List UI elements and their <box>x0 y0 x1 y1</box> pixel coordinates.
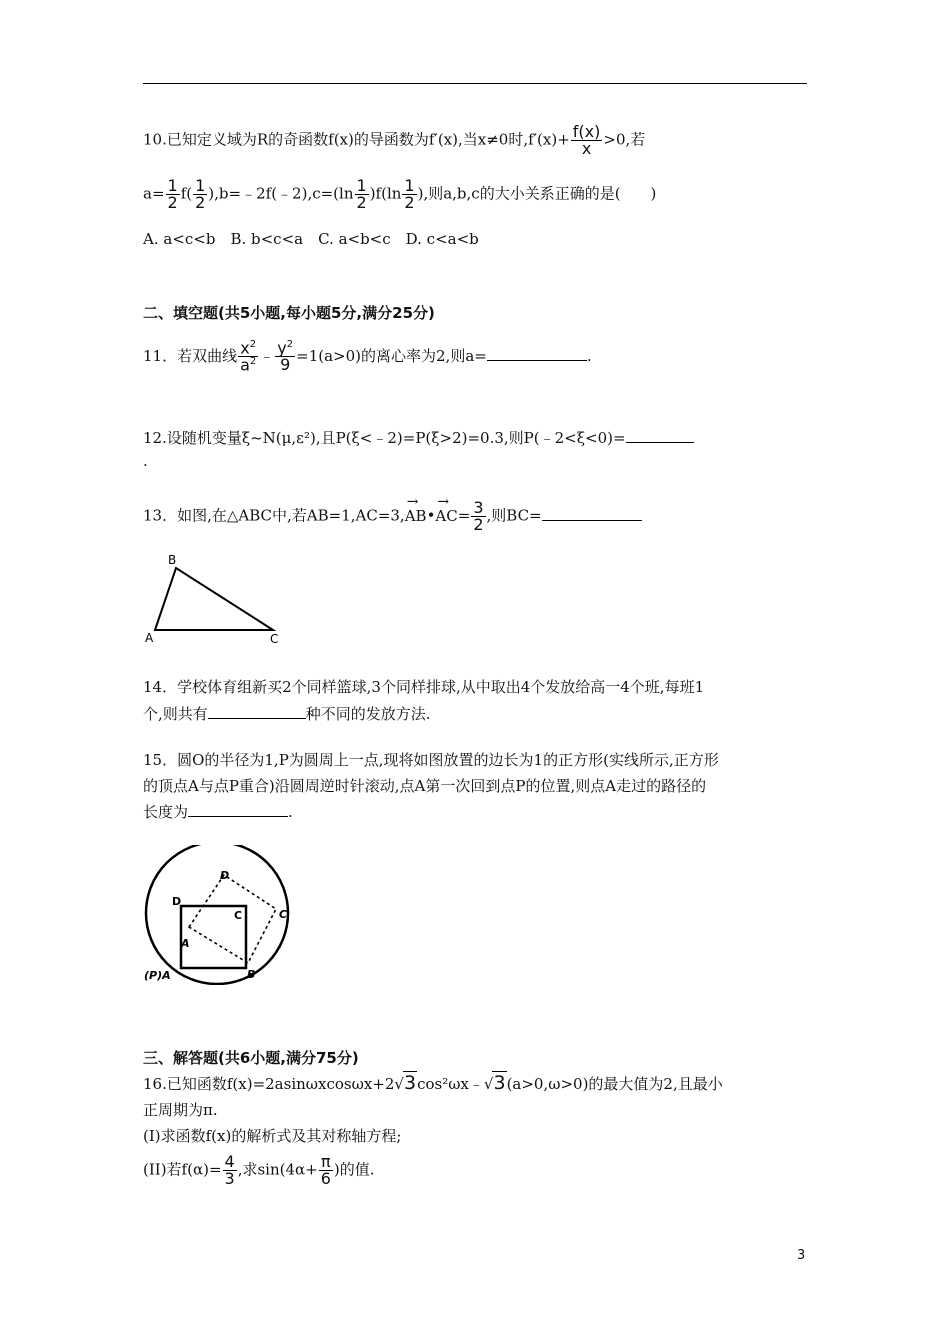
q16-p2-text-b: ,求sin(4α+ <box>237 1160 318 1179</box>
triangle-abc <box>155 568 273 630</box>
denominator: 2 <box>473 515 484 534</box>
circle-square-figure <box>140 845 300 985</box>
q16-text-a: 16.已知函数f(x)=2asinωxcosωx+2 <box>143 1075 395 1093</box>
denominator: 2 <box>356 193 367 212</box>
label-pa: (P)A <box>144 969 171 982</box>
triangle-figure <box>140 550 290 645</box>
fraction-3-over-2 <box>471 500 485 533</box>
denominator: 6 <box>320 1169 331 1188</box>
q15-text-a: 长度为 <box>143 803 189 821</box>
label-d1: D <box>172 895 182 908</box>
vector-ab: → AB <box>405 507 427 525</box>
fraction-fx-over-x <box>571 124 603 157</box>
question-14-line-1: 14．学校体育组新买2个同样篮球,3个同样排球,从中取出4个发放给高一4个班,每班1 <box>143 678 705 696</box>
minus: ﹣ <box>259 346 275 365</box>
label-a2: A <box>181 937 190 950</box>
sqrt-radicand: 3 <box>493 1072 506 1094</box>
q13-text-b: ,则BC= <box>486 506 542 525</box>
q10-f-ln: )f(ln <box>369 184 402 203</box>
answer-blank[interactable] <box>188 801 288 817</box>
vertex-b-label: B <box>168 553 177 567</box>
q10-question-end: ),则a,b,c的大小关系正确的是( ) <box>417 184 657 203</box>
question-10-options: A. a<c<b B. b<c<a C. a<b<c D. c<a<b <box>143 230 479 248</box>
q16-p2-text-a: (II)若f(α)= <box>143 1160 222 1179</box>
section-3-heading: 三、解答题(共6小题,满分75分) <box>143 1049 359 1067</box>
question-16-line-1 <box>143 1071 723 1094</box>
denominator: a <box>240 355 250 375</box>
question-16-part-1: (I)求函数f(x)的解析式及其对称轴方程; <box>143 1127 402 1145</box>
label-d2: D <box>220 869 230 882</box>
dashed-square <box>189 875 276 963</box>
q10-a-eq: a= <box>143 184 165 203</box>
exponent: 2 <box>249 339 257 350</box>
question-15-line-3 <box>143 801 293 822</box>
exponent: 2 <box>249 356 257 368</box>
numerator: 4 <box>224 1152 235 1171</box>
q10-f: f( <box>180 184 193 203</box>
label-c1: C <box>234 909 243 922</box>
sqrt-radicand: 3 <box>403 1072 417 1094</box>
fraction-half <box>355 178 369 211</box>
q16-text-c: (a>0,ω>0)的最大值为2,且最小 <box>506 1075 723 1093</box>
question-12 <box>143 427 694 448</box>
question-14-line-2 <box>143 703 431 724</box>
q12-period: . <box>143 452 148 470</box>
answer-blank[interactable] <box>626 427 694 443</box>
answer-blank[interactable] <box>487 345 587 361</box>
answer-blank[interactable] <box>542 505 642 521</box>
section-2-heading: 二、填空题(共5小题,每小题5分,满分25分) <box>143 304 435 322</box>
question-10-line-2 <box>143 178 656 211</box>
period: . <box>586 346 592 365</box>
numerator: y <box>277 338 287 358</box>
q10-b-c: ,b=﹣2f(﹣2),c=(ln <box>214 184 354 203</box>
numerator: 1 <box>356 176 367 195</box>
vector-ac: → AC <box>435 507 457 525</box>
numerator: 1 <box>167 176 178 195</box>
q16-text-b: cos²ωx﹣ <box>417 1075 484 1093</box>
q12-text: 12.设随机变量ξ~N(μ,ε²),且P(ξ<﹣2)=P(ξ>2)=0.3,则P(﹣2<ξ<0)= <box>143 429 626 447</box>
vertex-a-label: A <box>145 631 154 645</box>
header-rule <box>143 83 807 84</box>
sqrt-sign: √ <box>483 1075 494 1093</box>
dot-operator: • <box>426 506 436 525</box>
fraction-numerator: f(x) <box>572 122 601 141</box>
numerator: 3 <box>473 498 484 517</box>
q10-text-b: >0,若 <box>603 130 646 149</box>
fraction-pi-over-6 <box>319 1154 333 1187</box>
question-16-line-2: 正周期为π. <box>143 1101 218 1119</box>
question-11 <box>143 340 592 374</box>
question-15-line-1: 15．圆O的半径为1,P为圆周上一点,现将如图放置的边长为1的正方形(实线所示,正方形 <box>143 751 719 769</box>
fraction-y2-over-9 <box>275 340 295 373</box>
denominator: 2 <box>167 193 178 212</box>
question-10-line-1 <box>143 124 645 157</box>
q11-text-a: 11．若双曲线 <box>143 346 238 365</box>
denominator: 9 <box>280 355 291 375</box>
numerator: 1 <box>195 176 206 195</box>
fraction-half <box>402 178 416 211</box>
page-number: 3 <box>797 1248 806 1263</box>
exponent: 2 <box>286 339 294 351</box>
denominator: 2 <box>195 193 206 212</box>
question-13 <box>143 500 642 533</box>
q16-p2-text-c: )的值. <box>333 1160 375 1179</box>
period: . <box>288 803 293 821</box>
sqrt-sign: √ <box>394 1075 404 1093</box>
fraction-4-over-3 <box>223 1154 237 1187</box>
denominator: 3 <box>224 1169 235 1188</box>
fraction-half <box>193 178 207 211</box>
q10-text-a: 10.已知定义域为R的奇函数f(x)的导函数为f′(x),当x≠0时,f′(x)+ <box>143 130 570 149</box>
q14-text-a: 个,则共有 <box>143 705 208 723</box>
denominator: 2 <box>404 193 415 212</box>
fraction-half <box>166 178 180 211</box>
circle-o <box>146 845 288 984</box>
q14-text-b: 种不同的发放方法. <box>305 705 431 723</box>
q10-close: ) <box>208 184 215 203</box>
equals: = <box>457 506 471 525</box>
q13-text-a: 13．如图,在△ABC中,若AB=1,AC=3, <box>143 506 405 525</box>
vertex-c-label: C <box>270 632 279 645</box>
numerator: π <box>319 1154 333 1171</box>
fraction-x2-over-a2 <box>238 340 258 374</box>
answer-blank[interactable] <box>208 703 306 719</box>
label-c2: C <box>279 908 288 921</box>
numerator: x <box>240 338 250 358</box>
q11-text-b: =1(a>0)的离心率为2,则a= <box>296 346 487 365</box>
question-15-line-2: 的顶点A与点P重合)沿圆周逆时针滚动,点A第一次回到点P的位置,则点A走过的路径的 <box>143 777 707 795</box>
label-b: B <box>247 968 256 981</box>
question-16-part-2 <box>143 1154 375 1187</box>
numerator: 1 <box>404 176 415 195</box>
fraction-denominator: x <box>581 139 592 158</box>
